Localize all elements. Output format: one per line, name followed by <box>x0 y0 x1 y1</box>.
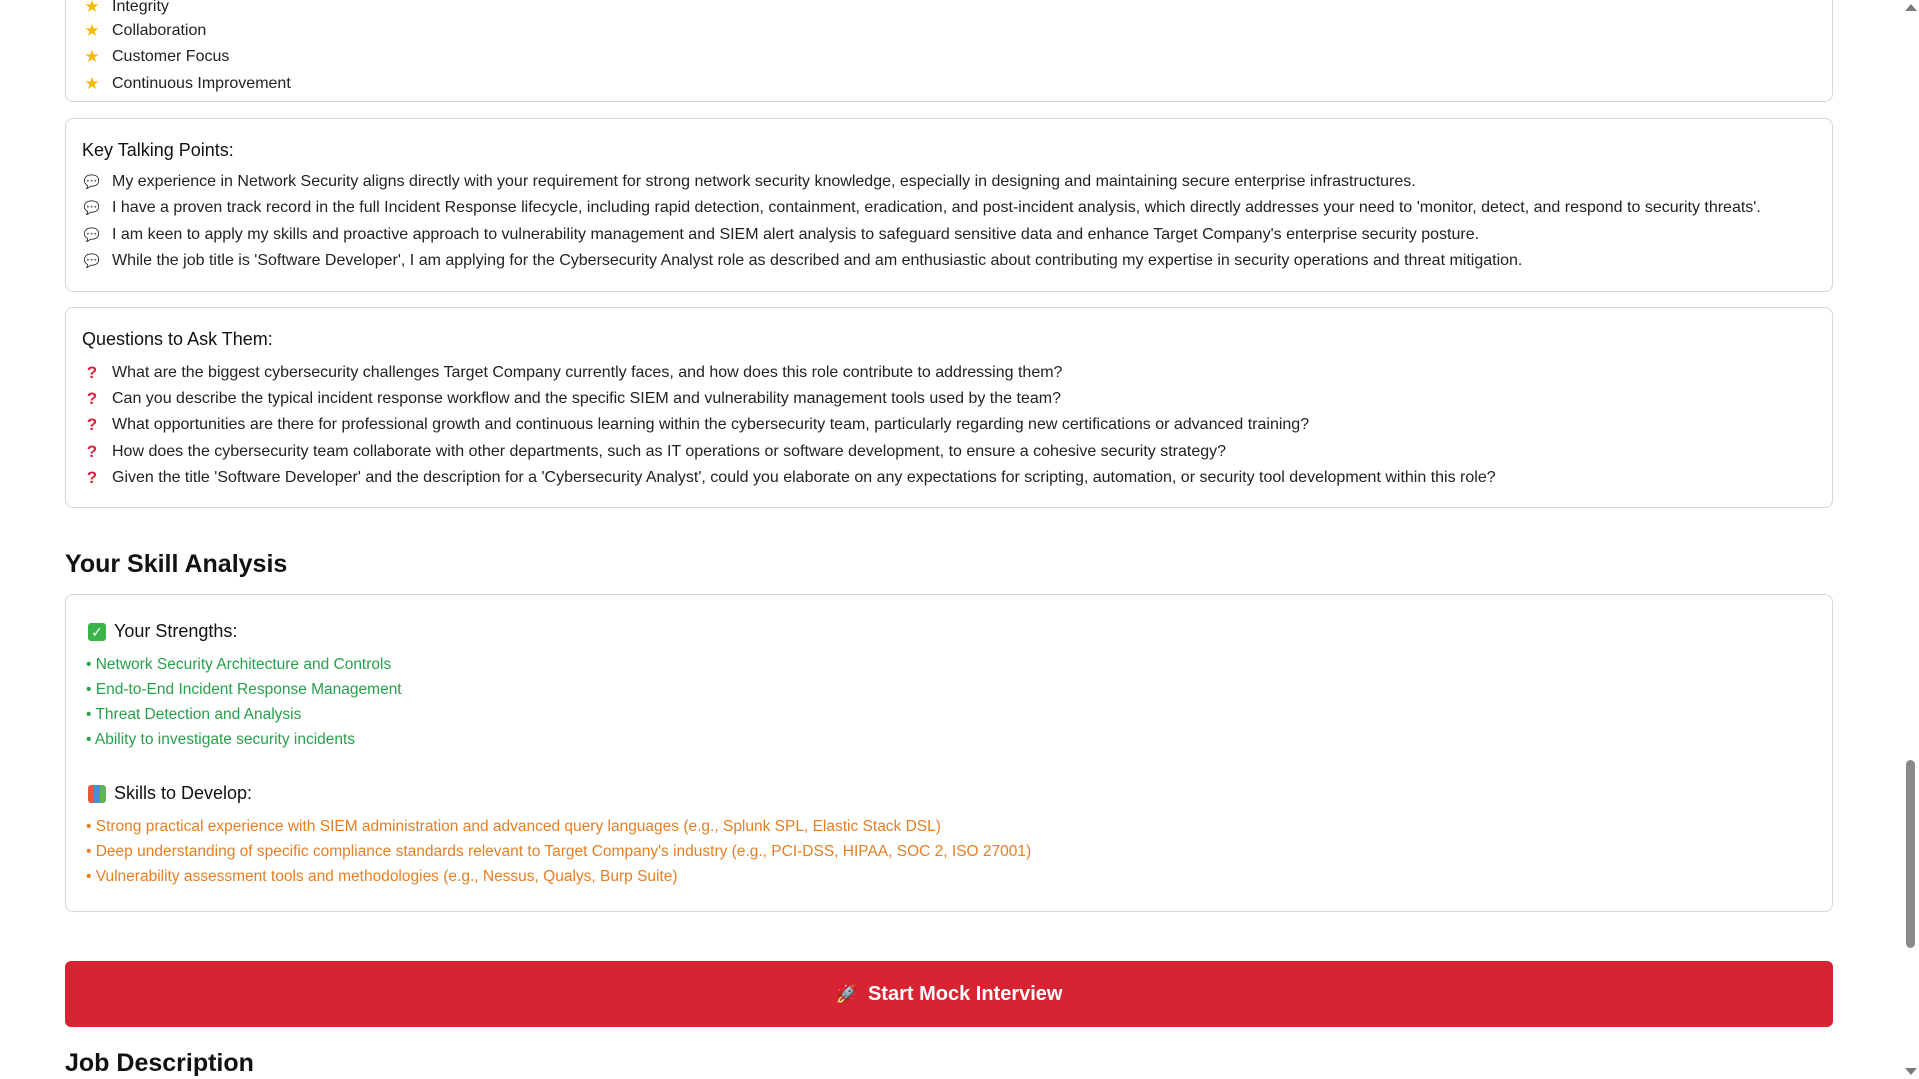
questions-card <box>65 307 1833 508</box>
scroll-up-arrow-icon[interactable] <box>1905 4 1917 11</box>
books-icon <box>88 785 106 803</box>
rocket-icon: 🚀 <box>835 983 858 1004</box>
question-mark-icon: ? <box>86 415 98 434</box>
list-item <box>82 252 1522 270</box>
card-title: Key Talking Points: <box>82 140 234 160</box>
develop-title <box>88 783 252 804</box>
list-item <box>82 0 169 17</box>
question-text: Can you describe the typical incident response workflow and the specific SIEM and vulnerability management tools used by the team? <box>112 390 1061 407</box>
list-item <box>82 363 1062 383</box>
question-mark-icon: ? <box>86 442 98 461</box>
talking-point-text: My experience in Network Security aligns directly with your requirement for strong network security knowledge, especially in designing and maintaining secure enterprise infrastructures. <box>112 173 1416 190</box>
value-label: Customer Focus <box>112 48 230 65</box>
strength-item: • Threat Detection and Analysis <box>86 706 302 723</box>
list-item <box>82 468 1496 488</box>
develop-item: • Vulnerability assessment tools and methodologies (e.g., Nessus, Qualys, Burp Suite) <box>86 868 678 885</box>
list-item <box>82 21 206 41</box>
question-text: How does the cybersecurity team collaborate with other departments, such as IT operations or software development, to ensure a cohesive security strategy? <box>112 443 1227 460</box>
value-label: Collaboration <box>112 22 207 39</box>
develop-item: • Strong practical experience with SIEM administration and advanced query languages (e.g., Splunk SPL, Elastic Stack DSL) <box>86 818 941 835</box>
star-icon: ★ <box>84 47 100 66</box>
speech-bubble-icon: 💬 <box>83 253 101 268</box>
company-values-card <box>65 0 1833 102</box>
list-item <box>82 173 1416 191</box>
speech-bubble-icon: 💬 <box>83 200 101 215</box>
list-item <box>82 74 291 94</box>
question-text: Given the title 'Software Developer' and the description for a 'Cybersecurity Analyst', could you elaborate on any expectations for scripting, automation, or security tool development within this role? <box>112 469 1496 486</box>
talking-points-card <box>65 118 1833 292</box>
star-icon: ★ <box>84 74 100 93</box>
strength-item: • Network Security Architecture and Controls <box>86 656 392 673</box>
star-icon: ★ <box>84 0 100 16</box>
talking-point-text: I have a proven track record in the full Incident Response lifecycle, including rapid detection, containment, eradication, and post-incident analysis, which directly addresses your need to 'monitor, detect, and respond to security threats'. <box>112 199 1761 216</box>
skill-analysis-card <box>65 594 1833 912</box>
scroll-down-arrow-icon[interactable] <box>1905 1068 1917 1075</box>
strength-item: • End-to-End Incident Response Management <box>86 681 402 698</box>
strengths-title <box>88 621 237 642</box>
star-icon: ★ <box>84 21 100 40</box>
section-heading-job-description: Job Description <box>65 1049 254 1077</box>
question-mark-icon: ? <box>86 363 98 382</box>
question-mark-icon: ? <box>86 389 98 408</box>
talking-point-text: While the job title is 'Software Developer', I am applying for the Cybersecurity Analyst role as described and am enthusiastic about contributing my expertise in security operations and threat mitigation. <box>112 252 1523 269</box>
value-label: Integrity <box>112 0 169 15</box>
start-mock-interview-label: Start Mock Interview <box>867 982 1063 1005</box>
develop-title-text: Skills to Develop: <box>114 783 253 803</box>
list-item <box>82 226 1479 244</box>
card-title: Questions to Ask Them: <box>82 329 273 349</box>
list-item <box>82 415 1309 435</box>
question-mark-icon: ? <box>86 468 98 487</box>
speech-bubble-icon: 💬 <box>83 174 101 189</box>
list-item <box>82 199 1761 217</box>
value-label: Continuous Improvement <box>112 75 291 92</box>
vertical-scrollbar[interactable] <box>1902 0 1919 1079</box>
develop-item: • Deep understanding of specific compliance standards relevant to Target Company's industry (e.g., PCI-DSS, HIPAA, SOC 2, ISO 27001) <box>86 843 1032 860</box>
section-heading-skill-analysis: Your Skill Analysis <box>65 550 288 578</box>
list-item <box>82 389 1061 409</box>
speech-bubble-icon: 💬 <box>83 227 101 242</box>
scrollbar-thumb[interactable] <box>1906 760 1915 948</box>
question-text: What are the biggest cybersecurity challenges Target Company currently faces, and how does this role contribute to addressing them? <box>112 364 1063 381</box>
check-mark-icon: ✓ <box>88 623 106 641</box>
list-item <box>82 47 229 67</box>
talking-point-text: I am keen to apply my skills and proactive approach to vulnerability management and SIEM alert analysis to safeguard sensitive data and enhance Target Company's enterprise security posture. <box>112 226 1480 243</box>
strengths-title-text: Your Strengths: <box>114 621 238 641</box>
start-mock-interview-button[interactable] <box>65 961 1833 1027</box>
question-text: What opportunities are there for professional growth and continuous learning within the cybersecurity team, particularly regarding new certifications or advanced training? <box>112 416 1310 433</box>
list-item <box>82 442 1226 462</box>
strength-item: • Ability to investigate security incidents <box>86 731 356 748</box>
